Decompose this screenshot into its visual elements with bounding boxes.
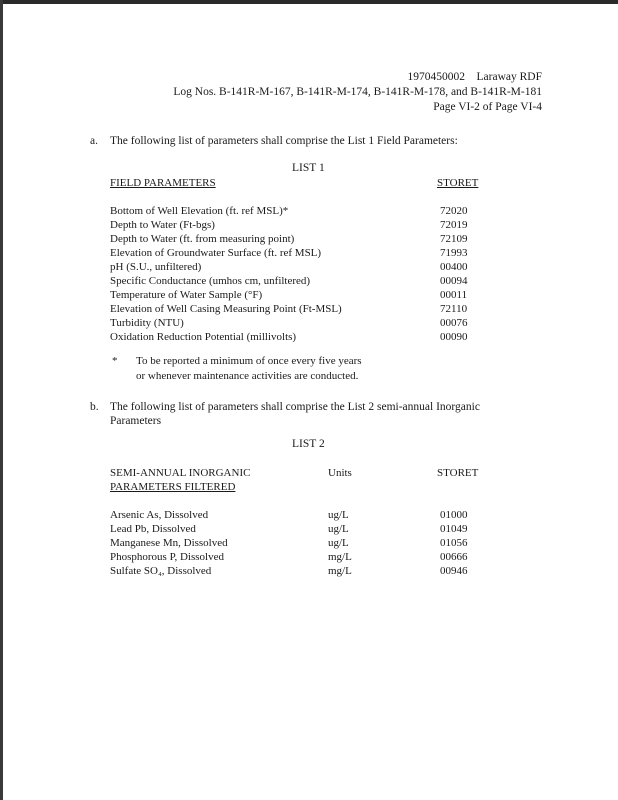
table-row-name: Sulfate SO₄, Dissolved — [110, 565, 212, 577]
table-row-name: Bottom of Well Elevation (ft. ref MSL)* — [110, 205, 289, 217]
page-header — [173, 70, 542, 115]
table-row-name: Lead Pb, Dissolved — [110, 523, 196, 535]
table-row-name: Temperature of Water Sample (°F) — [110, 289, 263, 301]
list2-header-param-line-2: PARAMETERS FILTERED — [110, 481, 236, 493]
list1-header-param: FIELD PARAMETERS — [110, 177, 216, 189]
table-row-storet: 72109 — [440, 233, 468, 245]
scan-edge-left — [0, 0, 3, 800]
section-b-intro — [90, 400, 550, 430]
table-row-storet: 72020 — [440, 205, 468, 217]
table-row-name: Depth to Water (Ft-bgs) — [110, 219, 215, 231]
table-row-storet: 00400 — [440, 261, 468, 273]
table-row-name: pH (S.U., unfiltered) — [110, 261, 202, 273]
table-row-units: mg/L — [328, 565, 352, 577]
table-row-name: Depth to Water (ft. from measuring point) — [110, 233, 295, 245]
list2-header-param-line-1: SEMI-ANNUAL INORGANIC — [110, 467, 251, 479]
header-log-numbers: Log Nos. B-141R-M-167, B-141R-M-174, B-141R-M-178, and B-141R-M-181 — [173, 86, 542, 98]
footnote-line-1: To be reported a minimum of once every five years — [136, 355, 362, 367]
list2-header-storet: STORET — [437, 467, 479, 479]
list1-header-storet: STORET — [437, 177, 479, 189]
footnote-mark: * — [112, 355, 118, 367]
table-row-storet: 00076 — [440, 317, 468, 329]
scan-edge-top — [0, 0, 618, 4]
table-row-storet: 00946 — [440, 565, 468, 577]
table-row-storet: 00011 — [440, 289, 468, 301]
table-row-units: ug/L — [328, 537, 349, 549]
table-row-units: mg/L — [328, 551, 352, 563]
section-a-text: The following list of parameters shall comprise the List 1 Field Parameters: — [110, 135, 458, 147]
table-row-storet: 00090 — [440, 331, 468, 343]
section-b-letter: b. — [90, 401, 99, 413]
table-row-storet: 00666 — [440, 551, 468, 563]
table-row-name: Phosphorous P, Dissolved — [110, 551, 224, 563]
footnote-line-2: or whenever maintenance activities are conducted. — [136, 370, 359, 382]
header-permit-line: 1970450002 Laraway RDF — [407, 71, 542, 83]
list2-title: LIST 2 — [292, 438, 325, 450]
list2-header-units: Units — [328, 467, 352, 479]
table-row-storet: 72110 — [440, 303, 468, 315]
table-row-storet: 01056 — [440, 537, 468, 549]
section-b-text-line-2: Parameters — [110, 415, 162, 427]
table-row-units: ug/L — [328, 509, 349, 521]
table-row-name: Turbidity (NTU) — [110, 317, 184, 329]
table-row-name: Arsenic As, Dissolved — [110, 509, 209, 521]
table-row-name: Specific Conductance (umhos cm, unfiltered) — [110, 275, 311, 287]
table-row-storet: 01000 — [440, 509, 468, 521]
table-row-name: Elevation of Well Casing Measuring Point (Ft-MSL) — [110, 303, 342, 315]
list1-title: LIST 1 — [292, 162, 325, 174]
section-a-letter: a. — [90, 135, 98, 147]
table-row-storet: 01049 — [440, 523, 468, 535]
table-row-name: Oxidation Reduction Potential (millivolts) — [110, 331, 297, 343]
header-page-number: Page VI-2 of Page VI-4 — [433, 101, 542, 113]
table-row-units: ug/L — [328, 523, 349, 535]
table-row-name: Manganese Mn, Dissolved — [110, 537, 228, 549]
table-row-name: Elevation of Groundwater Surface (ft. ref MSL) — [110, 247, 322, 259]
table-row-storet: 72019 — [440, 219, 468, 231]
section-a-intro — [90, 134, 550, 150]
section-b-text-line-1: The following list of parameters shall comprise the List 2 semi-annual Inorganic — [110, 401, 480, 413]
table-row-storet: 00094 — [440, 275, 468, 287]
table-row-storet: 71993 — [440, 247, 468, 259]
